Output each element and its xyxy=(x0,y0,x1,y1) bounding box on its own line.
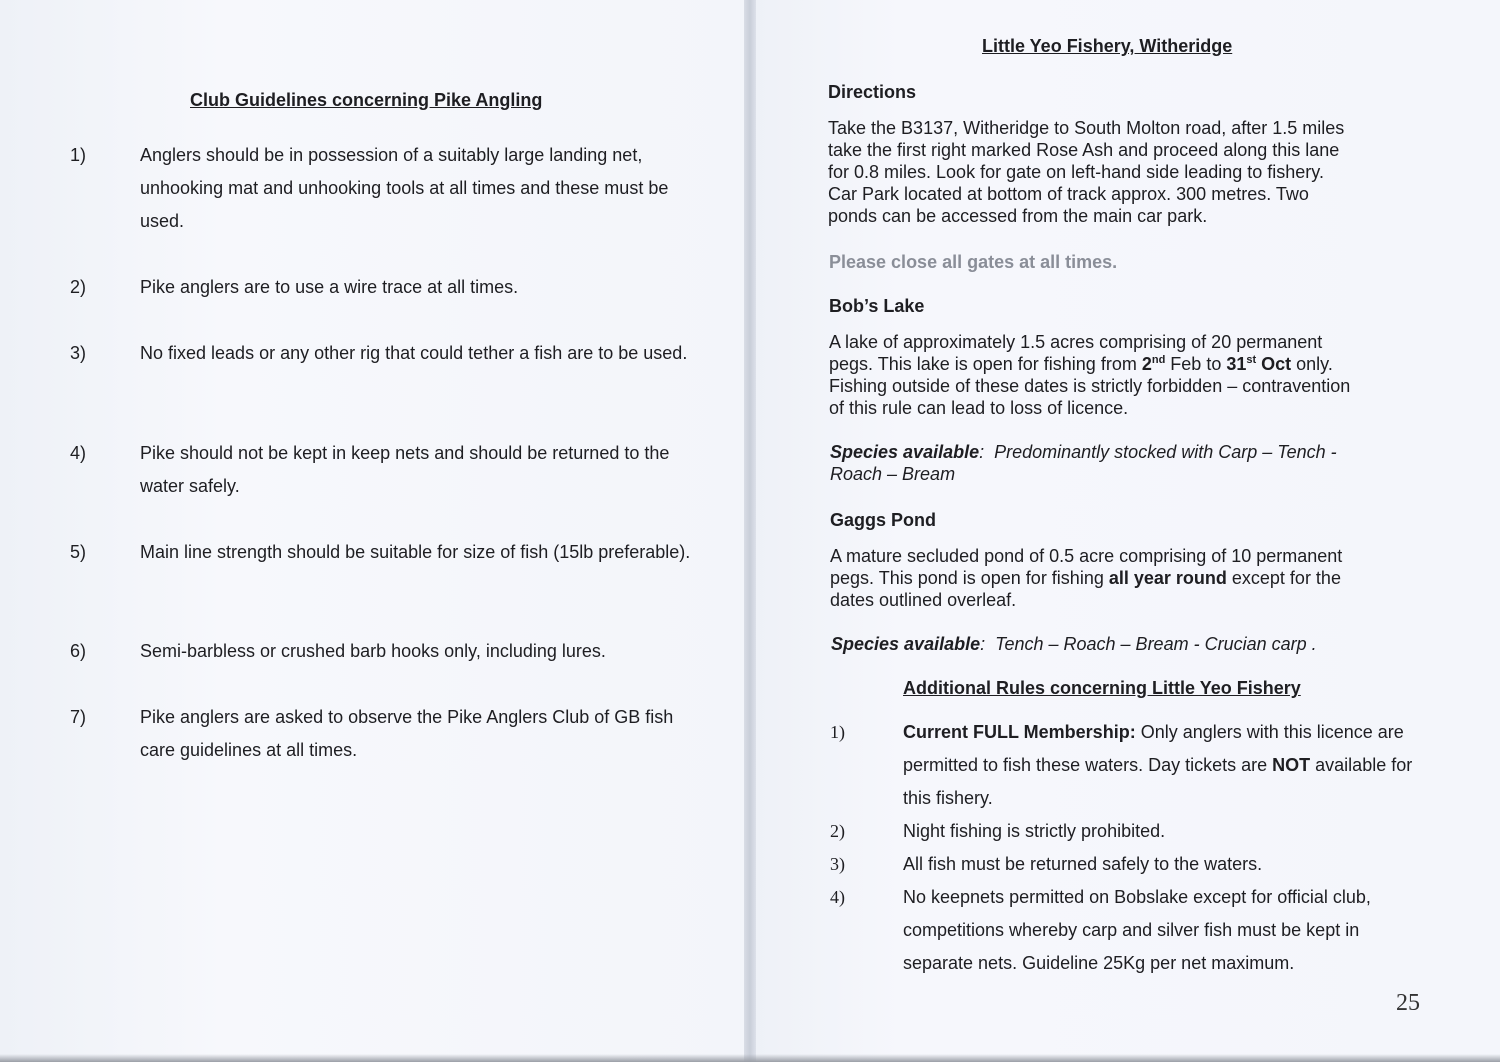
guideline-item xyxy=(70,701,710,767)
species-colon: : xyxy=(980,634,986,654)
rule-text: No keepnets permitted on Bobslake except for official club, competitions whereby carp and silver fish must be kept in separate nets. Guideline 25Kg per net maximum. xyxy=(903,887,1371,973)
gates-notice: Please close all gates at all times. xyxy=(829,252,1118,272)
bobs-lake-heading: Bob’s Lake xyxy=(829,296,925,316)
rule-number: 4) xyxy=(830,887,845,907)
directions-line: Car Park located at bottom of track approx. 300 metres. Two xyxy=(828,184,1309,204)
gaggs-pond-description xyxy=(830,545,1430,611)
rule-text: All fish must be returned safely to the waters. xyxy=(903,854,1263,874)
directions-line: take the first right marked Rose Ash and proceed along this lane xyxy=(828,140,1340,160)
guideline-number: 7) xyxy=(70,707,87,727)
rule-text xyxy=(903,716,1420,815)
guideline-text: Pike anglers are asked to observe the Pike Anglers Club of GB fish care guidelines at all times. xyxy=(140,707,674,760)
guideline-number: 1) xyxy=(70,145,87,165)
rule-text: Night fishing is strictly prohibited. xyxy=(903,821,1166,841)
guideline-number: 3) xyxy=(70,343,87,363)
guideline-item xyxy=(70,437,710,503)
directions-line: for 0.8 miles. Look for gate on left-hand side leading to fishery. xyxy=(828,162,1324,182)
bobs-lake-description xyxy=(829,331,1429,419)
guideline-item xyxy=(70,337,710,370)
guideline-item xyxy=(70,635,710,668)
page-number: 25 xyxy=(1396,990,1420,1016)
rule-number: 1) xyxy=(830,722,845,742)
gaggs-pond-species xyxy=(831,633,1431,655)
season-end-month: Oct xyxy=(1256,354,1292,374)
gaggs-pond-line: dates outlined overleaf. xyxy=(830,590,1017,610)
guideline-item xyxy=(70,271,710,304)
season-text: pegs. This pond is open for fishing xyxy=(830,568,1109,588)
species-label: Species available xyxy=(830,442,980,462)
rule-text-part: available for this fishery. xyxy=(903,755,1413,808)
fishery-title: Little Yeo Fishery, Witheridge xyxy=(982,36,1233,56)
bobs-lake-line: of this rule can lead to loss of licence. xyxy=(829,398,1129,418)
season-text: only. xyxy=(1291,354,1333,374)
guideline-number: 4) xyxy=(70,443,87,463)
rule-item xyxy=(830,881,1420,980)
season-start-suffix: nd xyxy=(1151,354,1166,366)
guideline-number: 5) xyxy=(70,542,87,562)
additional-rules-title: Additional Rules concerning Little Yeo Fishery xyxy=(903,678,1301,698)
species-text: Predominantly stocked with Carp – Tench - xyxy=(984,442,1337,462)
guideline-text: Anglers should be in possession of a suitably large landing net, unhooking mat and unhooking tools at all times and these must be used. xyxy=(140,145,669,231)
bobs-lake-species xyxy=(830,441,1430,485)
season-text: Feb to xyxy=(1165,354,1227,374)
guideline-item xyxy=(70,536,710,569)
directions-heading: Directions xyxy=(828,82,917,102)
directions-text xyxy=(828,117,1428,227)
gaggs-pond-heading: Gaggs Pond xyxy=(830,510,937,530)
bobs-lake-season-line xyxy=(829,353,1429,375)
rule-emphasis: NOT xyxy=(1272,755,1311,775)
bobs-lake-line: A lake of approximately 1.5 acres comprising of 20 permanent xyxy=(829,332,1323,352)
guideline-item xyxy=(70,139,710,238)
species-colon: : xyxy=(979,442,985,462)
species-text: Tench – Roach – Bream - Crucian carp . xyxy=(985,634,1317,654)
gaggs-pond-line: A mature secluded pond of 0.5 acre comprising of 10 permanent xyxy=(830,546,1343,566)
directions-line: ponds can be accessed from the main car park. xyxy=(828,206,1208,226)
season-text: pegs. This lake is open for fishing from xyxy=(829,354,1142,374)
rule-item xyxy=(830,815,1420,848)
rule-number: 2) xyxy=(830,821,845,841)
membership-label: Current FULL Membership: xyxy=(903,722,1136,742)
directions-line: Take the B3137, Witheridge to South Molton road, after 1.5 miles xyxy=(828,118,1345,138)
season-end-day: 31 xyxy=(1226,354,1247,374)
guideline-number: 6) xyxy=(70,641,87,661)
season-text: except for the xyxy=(1226,568,1341,588)
species-text: Roach – Bream xyxy=(830,464,956,484)
season-start-day: 2 xyxy=(1141,354,1152,374)
rule-item xyxy=(830,716,1420,815)
guideline-text: Main line strength should be suitable for size of fish (15lb preferable). xyxy=(140,542,691,562)
guideline-text: Semi-barbless or crushed barb hooks only, including lures. xyxy=(140,641,606,661)
rule-item xyxy=(830,848,1420,881)
pike-guidelines-title: Club Guidelines concerning Pike Angling xyxy=(190,90,543,110)
guideline-text: Pike anglers are to use a wire trace at all times. xyxy=(140,277,519,297)
guideline-text: No fixed leads or any other rig that could tether a fish are to be used. xyxy=(140,343,688,363)
rule-number: 3) xyxy=(830,854,845,874)
season-end-suffix: st xyxy=(1246,354,1257,366)
species-label: Species available xyxy=(831,634,981,654)
page-bottom-edge xyxy=(0,1054,1500,1062)
guideline-number: 2) xyxy=(70,277,87,297)
rule-text-part: Only anglers with this licence are permitted to fish these waters. Day tickets are xyxy=(903,722,1404,775)
season-all-year: all year round xyxy=(1108,568,1227,588)
gaggs-pond-season-line xyxy=(830,567,1430,589)
bobs-lake-line: Fishing outside of these dates is strictly forbidden – contravention xyxy=(829,376,1351,396)
book-spine xyxy=(744,0,756,1062)
guideline-text: Pike should not be kept in keep nets and should be returned to the water safely. xyxy=(140,443,670,496)
